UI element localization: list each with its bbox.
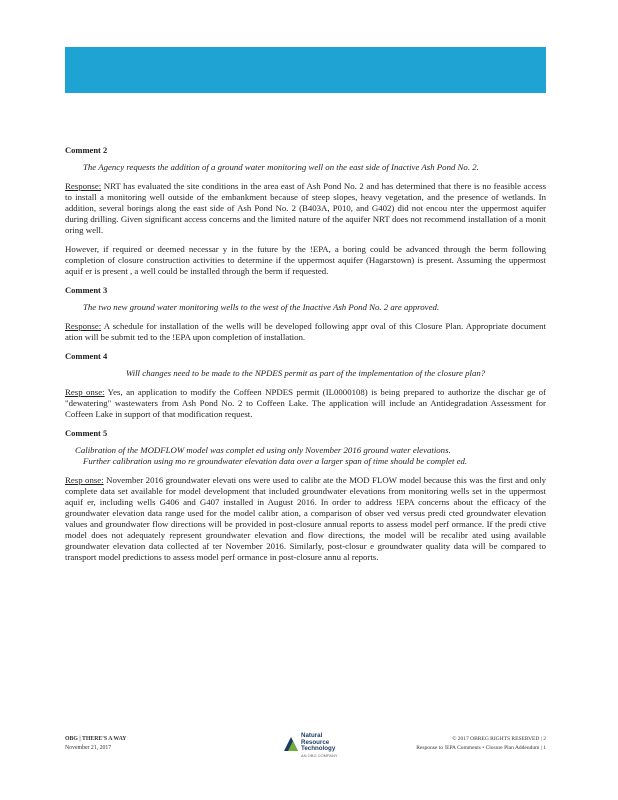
response-label: Resp onse:: [65, 475, 104, 485]
document-body: [65, 145, 546, 571]
comment-question: [65, 302, 546, 313]
comment-section: [65, 428, 546, 563]
response-paragraph: [65, 387, 546, 420]
response-text: Yes, an application to modify the Coffeen NPDES permit (IL0000108) is being prepared to authorize the dischar ge of "dewatering" wastewaters from Ash Pond No. 2 to Coffeen Lake. The application will include an Antidegradation Assessment for Coffeen Lake in support of that modification request.: [65, 387, 546, 419]
comment-section: [65, 351, 546, 420]
comment-heading: Comment 4: [65, 351, 108, 361]
footer-org: OBG | THERE'S A WAY: [65, 736, 127, 742]
leaf-logo-icon: [284, 733, 298, 751]
comment-heading: Comment 3: [65, 285, 108, 295]
footer-right: [416, 735, 546, 753]
response-label: Resp onse:: [65, 387, 105, 397]
footer-date: November 21, 2017: [65, 745, 112, 751]
response-text: November 2016 groundwater elevati ons were used to calibr ate the MOD FLOW model because this was the first and only complete data set available for model development that included groundwater elevations from monitoring wells set in the uppermost aquif er, including wells G406 and G407 installed in August 2016. In order to address !EPA concerns about the efficacy of the groundwater elevation data range used for the model calibr ation, a comparison of obser ved versus predi cted groundwater elevation values and groundwater flow directions will be provided in post-closure annual reports to assess model perf ormance. If the predi ctive model does not adequately represent groundwater elevation and flow directions, the model will be recalibr ated using available groundwater elevation data collected af ter November 2016. Similarly, post-closur e groundwater quality data will be compared to transport model predictions to assess model perf ormance in post-closure annu al reports.: [65, 475, 546, 562]
response-text: NRT has evaluated the site conditions in the area east of Ash Pond No. 2 and has determined that there is no feasible access to install a monitoring well outside of the embankment because of steep slopes, heavy vegetation, and the presence of wetlands. In addition, several borings along the east side of Ash Pond No. 2 (B403A, P010, and G402) did not encou nter the uppermost aquifer during drilling. Given significant access concerns and the limited nature of the aquifer NRT does not recommend installation of a monit oring well.: [65, 181, 546, 235]
company-logo: [284, 733, 346, 769]
response-text: However, if required or deemed necessar y in the future by the !EPA, a boring could be advanced through the berm following completion of closure construction activities to determine if the uppermost aquifer (Hagarstown) is present. Assuming the uppermost aquif er is present , a well could be installed through the berm if requested.: [65, 244, 546, 276]
question-text: Will changes need to be made to the NPDES permit as part of the implementation of the closure plan?: [125, 368, 486, 378]
response-label: Response:: [65, 181, 102, 191]
logo-line: Natural: [301, 732, 323, 739]
footer-left: [65, 735, 126, 753]
logo-subtitle: AN OBG COMPANY: [301, 752, 338, 758]
comment-heading: Comment 5: [65, 428, 108, 438]
question-text: The Agency requests the addition of a ground water monitoring well on the east side of Inactive Ash Pond No. 2.: [83, 162, 479, 172]
response-paragraph: [65, 321, 546, 343]
logo-line: Resource: [301, 738, 330, 746]
logo-line: Technology: [301, 745, 336, 753]
response-paragraph: [65, 475, 546, 563]
comment-heading: Comment 2: [65, 145, 108, 155]
comment-section: [65, 145, 546, 277]
comment-question: [65, 162, 546, 173]
footer-doc-title: Response to !EPA Comments • Closure Plan Addendum | 1: [416, 745, 546, 751]
question-text: Calibration of the MODFLOW model was complet ed using only November 2016 ground water elevations.: [75, 445, 451, 455]
response-paragraph: [65, 244, 546, 277]
response-paragraph: [65, 181, 546, 236]
logo-wordmark: [301, 733, 338, 759]
comment-question: [65, 368, 546, 379]
comment-question: [65, 445, 546, 467]
response-label: Response:: [65, 321, 102, 331]
response-text: A schedule for installation of the wells will be developed following appr oval of this Closure Plan. Appropriate document ation will be submit ted to the !EPA upon completion of installation.: [65, 321, 546, 342]
question-text: The two new ground water monitoring wells to the west of the Inactive Ash Pond No. 2 are approved.: [83, 302, 440, 312]
header-color-bar: [65, 47, 546, 93]
question-text: Further calibration using mo re groundwater elevation data over a larger span of time should be complet ed.: [83, 456, 468, 466]
comment-section: [65, 285, 546, 343]
footer-copyright: © 2017 OBREG RIGHTS RESERVED | 2: [452, 736, 546, 742]
